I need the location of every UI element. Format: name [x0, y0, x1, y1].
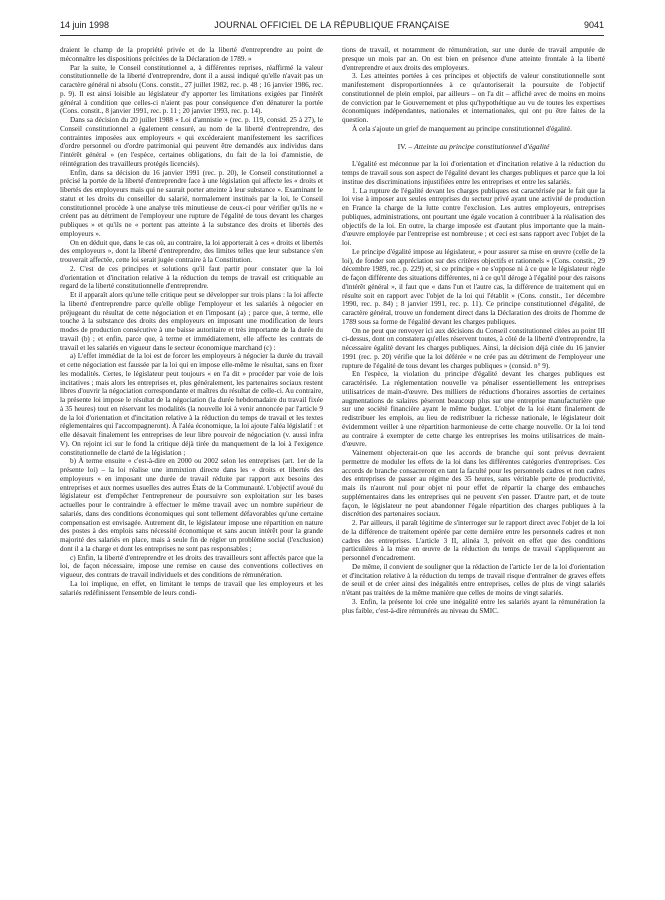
paragraph: Et il apparaît alors qu'une telle critique peut se développer sur trois plans : la loi affecte la liberté d'entreprendre parce qu'elle oblige l'employeur et les salariés à négocier en préjugeant du résultat de cette négociation et en l'imposant (a) ; parce que, à terme, elle touche à la substance des droits des employeurs en imposant une modification de leurs modes de production consécutive à une baisse autoritaire et très importante de la durée du travail (b) ; et enfin, parce que, à terme et immédiatement, elle affecte les contrats de travail et les salariés en vigueur dans le secteur économique marchand (c) :: [60, 291, 323, 352]
paragraph: 1. La rupture de l'égalité devant les charges publiques est caractérisée par le fait que la loi vise à imposer aux seules entreprises du secteur privé ayant une activité de production en France la charge de la lutte contre l'exclusion. Les autres employeurs, entreprises publiques, administrations, ont pourtant une égale vocation à contribuer à la réalisation des objectifs de la loi. En outre, la charge imposée est d'autant plus importante que la main-d'œuvre employée par l'entreprise est nombreuse ; et ceci est sans rapport avec l'objet de la loi.: [342, 186, 605, 247]
paragraph: draient le champ de la propriété privée et de la liberté d'entreprendre au point de méconnaître les dispositions précitées de la Déclaration de 1789. »: [60, 46, 323, 63]
paragraph: 2. C'est de ces principes et solutions qu'il faut partir pour constater que la loi d'orientation et d'incitation relative à la réduction du temps de travail est critiquable au regard de la liberté constitutionnelle d'entreprendre.: [60, 264, 323, 291]
right-column: [342, 46, 605, 886]
paragraph: b) À terme ensuite « c'est-à-dire en 2000 ou 2002 selon les entreprises (art. 1er de la présente loi) – la loi réalise une immixtion directe dans les « droits et libertés des employeurs » en imposant une durée de travail réduite par rapport aux besoins des entreprises et aux normes usuelles des autres États de la Communauté. L'objectif avoué du législateur est d'empêcher l'entrepreneur de poursuivre son exploitation sur les bases actuelles pour le contraindre à effectuer le même travail avec un nombre supérieur de salariés, dans des conditions économiques qui sont tellement défavorables qu'une certaine compensation est envisagée. Autrement dit, le législateur impose une répartition en nature des postes à des emplois sans nécessité économique et sans aucun intérêt pour la grande majorité des salariés en place, mais à seule fin de régler un problème social (l'exclusion) dont il a la charge et dont les entreprises ne sont pas responsables ;: [60, 457, 323, 553]
paragraph: Vainement objecterait-on que les accords de branche qui sont prévus devraient permettre de moduler les effets de la loi dans les différentes catégories d'entreprises. Ces accords de branche consacreront en tant la faculté pour les personnels cadres et non cadres des entreprises de passer au régime des 35 heures, sans véritable perte de productivité, mais ils n'auront nul pour objet ni pour effet de répartir la charge des embauches supplémentaires dans les entreprises qui ne peuvent s'en passer. D'autre part, et de toute façon, le législateur ne peut abandonner l'égale répartition des charges publiques à la discrétion des partenaires sociaux.: [342, 449, 605, 519]
paragraph: De même, il convient de souligner que la rédaction de l'article 1er de la loi d'orientation et d'incitation relative à la réduction du temps de travail risque d'entraîner de graves effets de seuil et de créer ainsi des inégalités entre entreprises, celles de plus de vingt salariés n'étant pas traitées de la même manière que celles de moins de vingt salariés.: [342, 562, 605, 597]
header-date: 14 juin 1998: [60, 20, 110, 30]
left-column: [60, 46, 323, 886]
paragraph: a) L'effet immédiat de la loi est de forcer les employeurs à négocier la durée du travail et cette négociation est faussée par la loi qui en impose elle-même le résultat, sans en fixer les modalités. Certes, le législateur peut toujours « en l'a dit » procéder par voie de lois incitatives ; mais alors les entreprises et, plus généralement, les partenaires sociaux restent libres d'ouvrir la négociation correspondante et maîtres du résultat de celle-ci. Au contraire, la présente loi impose le résultat de la négociation (la durée hebdomadaire du travail fixée à 35 heures) tout en réservant les modalités (la nouvelle loi à venir annoncée par l'article 9 de la loi d'orientation et d'incitation relative à la réduction du temps de travail et les textes réglementaires qui l'accompagneront). À l'aléa économique, la loi ajoute l'aléa législatif : et elle désavait finalement les entreprises de leur libre pouvoir de négociation (v. aussi infra V). On rejoint ici sur le fond la critique déjà tirée du manquement de la loi à l'exigence constitutionnelle de clarté de la législation ;: [60, 352, 323, 457]
paragraph: 3. Enfin, la présente loi crée une inégalité entre les salariés ayant la rémunération la plus faible, c'est-à-dire rémunérés au niveau du SMIC.: [342, 597, 605, 615]
paragraph: L'égalité est méconnue par la loi d'orientation et d'incitation relative à la réduction du temps de travail sous son aspect de l'égalité devant les charges publiques et parce que la loi institue des discriminations injustifiées entre les entreprises et entre les salariés.: [342, 160, 605, 186]
section-heading: [342, 143, 605, 152]
header-journal-title: JOURNAL OFFICIEL DE LA RÉPUBLIQUE FRANÇAISE: [214, 20, 450, 30]
paragraph: c) Enfin, la liberté d'entreprendre et les droits des travailleurs sont affectés parce que la loi, de façon nécessaire, impose une remise en cause des conventions collectives en vigueur, des contrats de travail individuels et des conditions de rémunération.: [60, 553, 323, 579]
paragraph: Enfin, dans sa décision du 16 janvier 1991 (rec. p. 20), le Conseil constitutionnel a précisé la portée de la liberté d'entreprendre face à une législation qui affecte les « droits et libertés des employeurs mais qui ne saurait porter atteinte à leur substance ». Examinant le statut et les droits du conseiller du salarié, normalement institués par la loi, le Conseil constitutionnel procède à une analyse très minutieuse de ceux-ci pour vérifier qu'ils ne « créent pas au détriment de l'employeur une rupture de l'égalité de tous devant les charges publiques » et qu'ils ne « portent pas atteinte à la substance des droits et libertés des employeurs ».: [60, 168, 323, 238]
paragraph: Le principe d'égalité impose au législateur, « pour assurer sa mise en œuvre (celle de la loi), de fonder son appréciation sur des critères objectifs et rationnels » (Cons. constit., 29 décembre 1989, rec. p. 229) et, si ce principe « ne s'oppose ni à ce que le législateur règle de façon différente des situations différentes, ni à ce qu'il déroge à l'égalité pour des raisons d'intérêt général », il faut que « dans l'un et l'autre cas, la différence de traitement qui en résulte soit en rapport avec l'objet de la loi qui l'établit » (Cons. constit., 1er décembre 1990, rec. p. 84) ; 8 janvier 1991, rec. p. 11). Ce principe constitutionnel d'égalité, de caractère général, trouve un fondement direct dans la Déclaration des droits de l'homme de 1789 sous sa forme de l'égalité devant les charges publiques.: [342, 247, 605, 326]
paragraph: 3. Les atteintes portées à ces principes et objectifs de valeur constitutionnelle sont manifestement disproportionnées à ce qu'autoriserait la poursuite de l'objectif constitutionnel de plein emploi, par ailleurs – on l'a dit – affiché avec de moins en moins de conviction par le Gouvernement et plus qu'hypothétique au vu de toutes les expertises économiques indépendantes, nationales et internationales, qui ont pu être faites de la question.: [342, 72, 605, 124]
header-rule: [60, 35, 604, 36]
paragraph: Dans sa décision du 20 juillet 1988 « Loi d'amnistie » (rec. p. 119, consid. 25 à 27), le Conseil constitutionnel a également censuré, au nom de la liberté d'entreprendre, des contraintes imposées aux employeurs « qui excéderaient manifestement les sacrifices d'ordre personnel ou d'ordre patrimonial qui peuvent être demandés aux individus dans l'intérêt général » (en l'espèce, certaines obligations, du fait de la loi d'amnistie, de réintégration des travailleurs protégés licenciés).: [60, 116, 323, 168]
page-header: [60, 19, 604, 31]
paragraph: On en déduit que, dans le cas où, au contraire, la loi apporterait à ces « droits et libertés des employeurs », dont la liberté d'entreprendre, des limites telles que leur substance s'en trouverait affectée, cette loi serait jugée contraire à la Constitution.: [60, 238, 323, 264]
paragraph: On ne peut que renvoyer ici aux décisions du Conseil constitutionnel citées au point III ci-dessus, dont on constatera qu'elles réservent toutes, à côté de la liberté d'entreprendre, la nécessaire égalité devant les charges publiques. Ainsi, la décision déjà citée du 16 janvier 1991 (rec. p. 20) vérifie que la loi déférée « ne crée pas au détriment de l'employeur une rupture de l'égalité de tous devant les charges publiques » (consid. n° 9).: [342, 326, 605, 370]
paragraph: 2. Par ailleurs, il paraît légitime de s'interroger sur le rapport direct avec l'objet de la loi de la différence de traitement opérée par cette dernière entre les personnels cadres et non cadres des entreprises. L'article 3 II, alinéa 3, prévoit en effet que des conditions particulières à la mise en œuvre de la réduction du temps de travail s'appliqueront au personnel d'encadrement.: [342, 519, 605, 562]
paragraph: tions de travail, et notamment de rémunération, sur une durée de travail amputée de presque un mois par an. On est bien en présence d'une atteinte frontale à la liberté d'entreprendre et aux droits des employeurs.: [342, 46, 605, 72]
paragraph: La loi implique, en effet, en limitant le temps de travail que les employeurs et les salariés redéfinissent l'ensemble de leurs condi-: [60, 579, 323, 597]
paragraph: En l'espèce, la violation du principe d'égalité devant les charges publiques est caractérisée. La réglementation nouvelle va pénaliser essentiellement les entreprises utilisatrices de main-d'œuvre. Des milliers de réductions d'horaires assorties de certaines augmentations de salaires pèseront beaucoup plus sur une entreprise manufacturière que sur une société financière ayant le même budget. L'objet de la loi étant finalement de redistribuer les emplois, au lieu de redistribuer la richesse nationale, le législateur doit évidemment veiller à une répartition harmonieuse de cette charge nouvelle. Or la loi tend au contraire à exempter de cette charge les entreprises les moins utilisatrices de main-d'œuvre.: [342, 370, 605, 449]
header-page-number: 9041: [583, 20, 604, 30]
section-heading-number: IV. –: [397, 141, 415, 151]
paragraph: À cela s'ajoute un grief de manquement au principe constitutionnel d'égalité.: [352, 124, 572, 133]
paragraph: Par la suite, le Conseil constitutionnel a, à différentes reprises, réaffirmé la valeur constitutionnelle de la liberté d'entreprendre, dont il a aussi indiqué qu'elle n'avait pas un caractère général ni absolu (Cons. constit., 27 juillet 1982, rec. p. 48 ; 16 janvier 1986, rec. p. 9). Il est ainsi loisible au législateur d'y apporter les limitations exigées par l'intérêt général à condition que celles-ci n'aient pas pour conséquence d'en dénaturer la portée (Cons. constit., 8 janvier 1991, rec. p. 11 ; 20 janvier 1993, rec. p. 14).: [60, 63, 323, 116]
section-heading-text: Atteinte au principe constitutionnel d'égalité: [414, 141, 550, 151]
